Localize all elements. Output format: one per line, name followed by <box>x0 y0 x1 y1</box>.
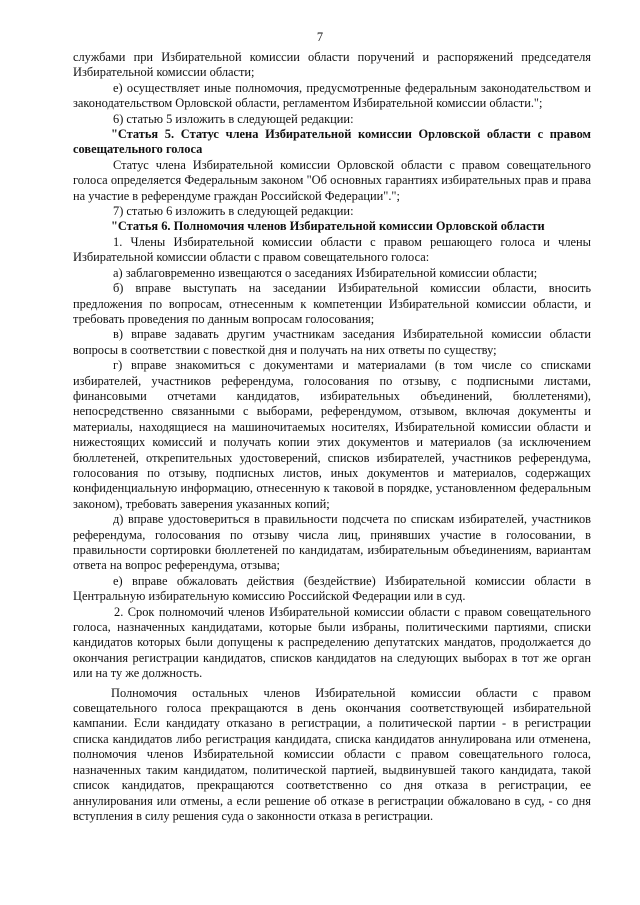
paragraph: а) заблаговременно извещаются о заседаниях Избирательной комиссии области; <box>113 265 538 280</box>
document-body <box>73 50 591 824</box>
page-number: 7 <box>316 30 324 44</box>
paragraph: г) вправе знакомиться с документами и материалами (в том числе со списками избирателей, участников референдума, голосования по отзыву, с подписными листами, финансовыми отчетами кандидатов, избирательных объединений, бюллетенями), непосредственно связанными с выборами, референдумом, отзывом, включая документы и материалы, находящиеся на машиночитаемых носителях, Избирательной комиссии области и нижестоящих комиссий и получать копии этих документов и материалов (за исключением бюллетеней, открепительных удостоверений, списков избирателей, участников референдума, голосования по отзыву, подписных листов, иных документов и материалов, содержащих конфиденциальную информацию, отнесенную к таковой в порядке, установленном федеральным законом), требовать заверения указанных копий; <box>73 358 591 511</box>
paragraph: службами при Избирательной комиссии области поручений и распоряжений председателя Избирательной комиссии области; <box>73 50 591 80</box>
article-heading: "Статья 6. Полномочия членов Избирательной комиссии Орловской области <box>111 219 545 234</box>
paragraph: б) вправе выступать на заседании Избирательной комиссии области, вносить предложения по вопросам, отнесенным к компетенции Избирательной комиссии области, и требовать проведения по данным вопросам голосования; <box>73 281 591 326</box>
paragraph: Полномочия остальных членов Избирательной комиссии области с правом совещательного голоса прекращаются в день окончания соответствующей избирательной кампании. Если кандидату отказано в регистрации, а политической партии - в регистрации списка кандидатов либо регистрация кандидата, списка кандидатов аннулирована или отменена, полномочия членов Избирательной комиссии области с правом совещательного голоса, назначенных таким кандидатом, политической партией, выдвинувшей такого кандидата, такой список кандидатов, прекращаются соответственно со дня отказа в регистрации, ее аннулирования или отмены, а если решение об отказе в регистрации обжаловано в суд, - со дня вступления в силу решения суда о законности отказа в регистрации. <box>73 685 591 823</box>
paragraph: в) вправе задавать другим участникам заседания Избирательной комиссии области вопросы в соответствии с повесткой дня и получать на них ответы по существу; <box>73 327 591 357</box>
paragraph: 6) статью 5 изложить в следующей редакции: <box>113 111 354 126</box>
paragraph: е) осуществляет иные полномочия, предусмотренные федеральным законодательством и законодательством Орловской области, регламентом Избирательной комиссии области."; <box>73 80 591 111</box>
paragraph: д) вправе удостовериться в правильности подсчета по спискам избирателей, участников референдума, голосования по отзыву числа лиц, принявших участие в голосовании, в правильности сортировки бюллетеней по кандидатам, избирательным объединениям, вариантам ответа на вопрос референдума, отзыва; <box>73 512 591 573</box>
paragraph: Статус члена Избирательной комиссии Орловской области с правом совещательного голоса определяется Федеральным законом "Об основных гарантиях избирательных прав и права на участие в референдуме граждан Российской Федерации"."; <box>73 157 591 203</box>
article-heading: "Статья 5. Статус члена Избирательной комиссии Орловской области с правом совещательного голоса <box>73 127 591 157</box>
paragraph: 7) статью 6 изложить в следующей редакции: <box>113 204 354 219</box>
paragraph: 2. Срок полномочий членов Избирательной комиссии области с правом совещательного голоса, назначенных кандидатами, которые были избраны, политическими партиями, списки кандидатов которых были допущены к распределению депутатских мандатов, продолжается до окончания регистрации кандидатов, списков кандидатов на следующих выборах в тот же орган или на ту же должность. <box>73 604 591 681</box>
paragraph: е) вправе обжаловать действия (бездействие) Избирательной комиссии области в Центральную избирательную комиссию Российской Федерации или в суд. <box>73 573 591 604</box>
paragraph: 1. Члены Избирательной комиссии области с правом решающего голоса и члены Избирательной комиссии области с правом совещательного голоса: <box>73 234 591 265</box>
